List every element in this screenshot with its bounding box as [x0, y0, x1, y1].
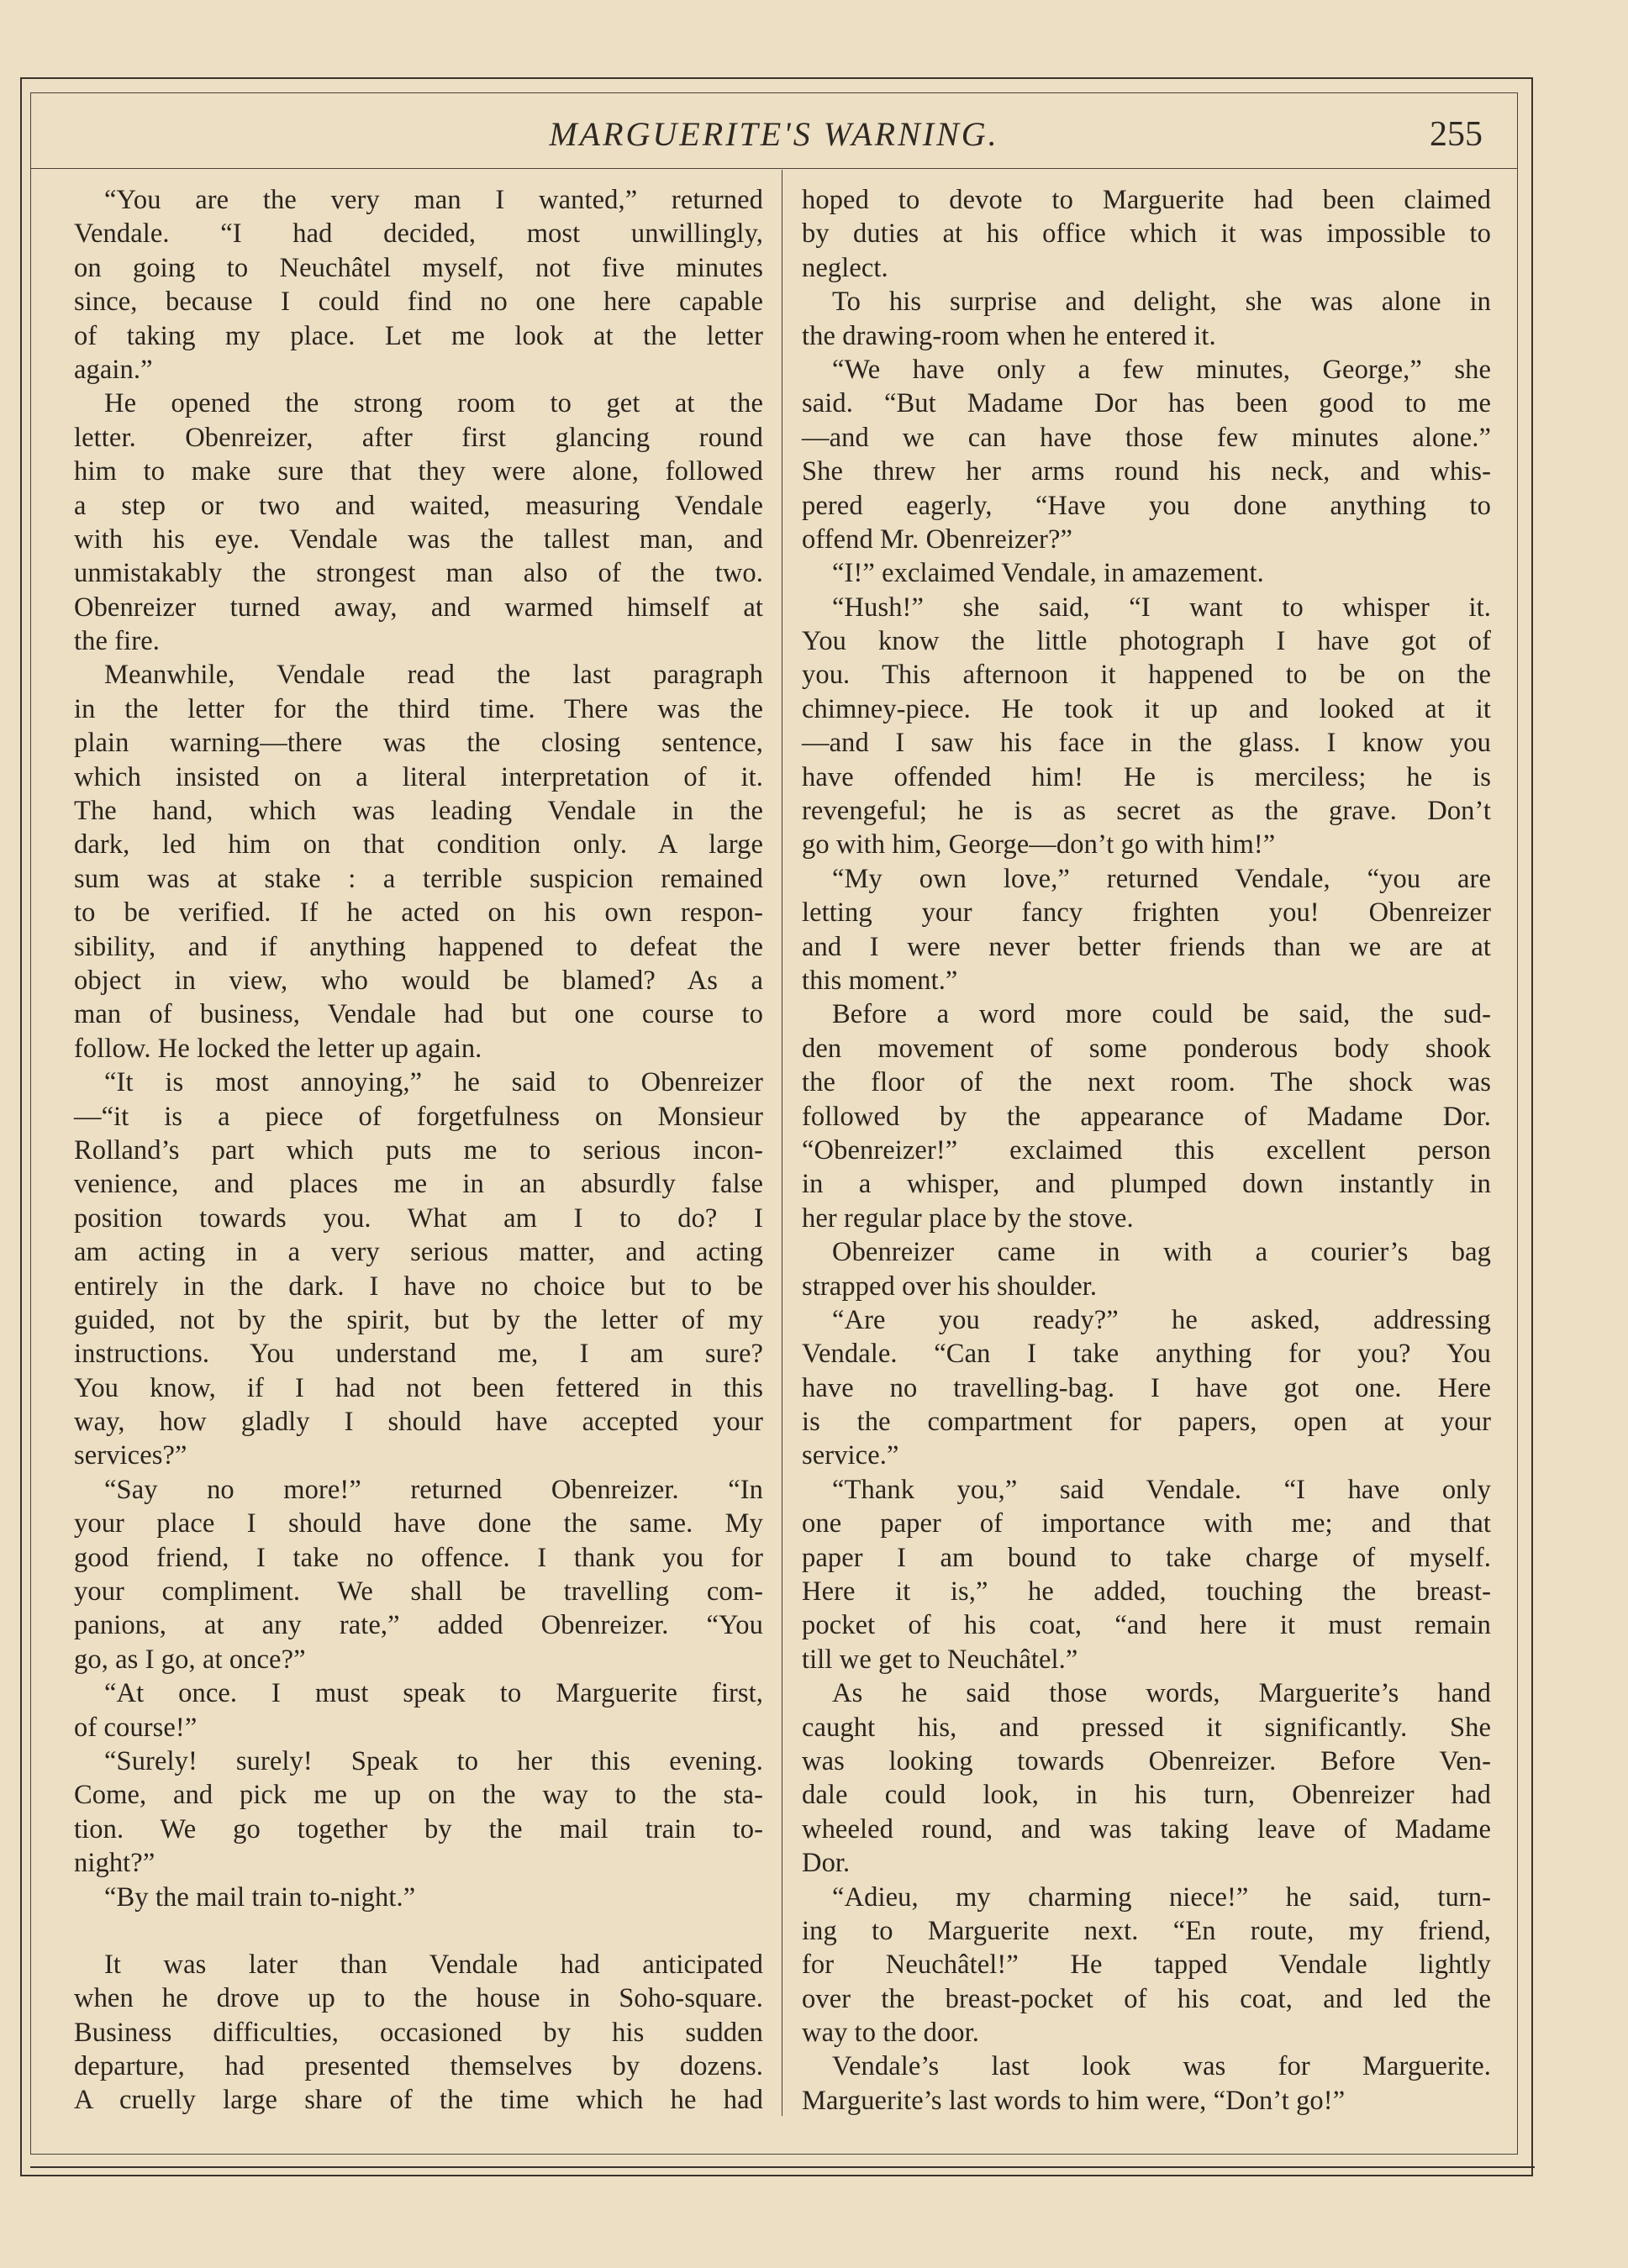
text-line: over the breast-pocket of his coat, and led the: [802, 1983, 1491, 2014]
text-line: pered eagerly, “Have you done anything to: [802, 490, 1491, 521]
text-line: “Thank you,” said Vendale. “I have only: [832, 1474, 1491, 1505]
text-line: She threw her arms round his neck, and whis-: [802, 456, 1491, 487]
text-line: on going to Neuchâtel myself, not five minutes: [74, 252, 763, 283]
text-line: den movement of some ponderous body shook: [802, 1033, 1491, 1064]
text-line: entirely in the dark. I have no choice but to be: [74, 1271, 763, 1302]
text-line: the drawing-room when he entered it.: [802, 320, 1216, 351]
text-line: Before a word more could be said, the sud-: [832, 999, 1491, 1030]
text-line: As he said those words, Marguerite’s hand: [832, 1678, 1491, 1709]
page-header: [30, 106, 1518, 156]
text-line: object in view, who would be blamed? As a: [74, 965, 763, 996]
text-line: your place I should have done the same. My: [74, 1508, 763, 1539]
text-line: followed by the appearance of Madame Dor.: [802, 1101, 1491, 1132]
text-line: in the letter for the third time. There was the: [74, 693, 763, 724]
text-line: Dor.: [802, 1848, 851, 1879]
text-line: Vendale. “I had decided, most unwillingly,: [74, 218, 763, 250]
text-line: strapped over his shoulder.: [802, 1271, 1098, 1302]
text-line: have offended him! He is merciless; he is: [802, 761, 1491, 792]
text-line: go with him, George—don’t go with him!”: [802, 829, 1276, 860]
bottom-rule: [30, 2166, 1535, 2168]
text-line: unmistakably the strongest man also of the two.: [74, 558, 763, 589]
text-line: —“it is a piece of forgetfulness on Monsieur: [74, 1101, 763, 1132]
text-line: which insisted on a literal interpretation of it.: [74, 761, 763, 792]
text-line: by duties at his office which it was impossible to: [802, 218, 1491, 250]
text-line: of course!”: [74, 1712, 198, 1743]
text-line: Obenreizer turned away, and warmed himself at: [74, 592, 763, 623]
text-line: “Adieu, my charming niece!” he said, turn-: [832, 1881, 1491, 1913]
text-line: paper I am bound to take charge of myself.: [802, 1542, 1491, 1573]
text-line: letting your fancy frighten you! Obenreizer: [802, 897, 1491, 929]
text-line: “At once. I must speak to Marguerite first,: [104, 1678, 763, 1709]
text-line: offend Mr. Obenreizer?”: [802, 524, 1073, 555]
text-line: service.”: [802, 1440, 899, 1471]
text-line: when he drove up to the house in Soho-square.: [74, 1983, 763, 2014]
text-line: Obenreizer came in with a courier’s bag: [832, 1237, 1491, 1268]
text-line: am acting in a very serious matter, and acting: [74, 1237, 763, 1268]
text-line: “It is most annoying,” he said to Obenreizer: [104, 1067, 763, 1098]
text-line: sum was at stake : a terrible suspicion remained: [74, 863, 763, 894]
text-line: panions, at any rate,” added Obenreizer. “You: [74, 1610, 763, 1641]
text-line: again.”: [74, 354, 153, 385]
text-line: caught his, and pressed it significantly. She: [802, 1712, 1491, 1743]
text-line: Come, and pick me up on the way to the sta-: [74, 1780, 763, 1811]
text-line: “Say no more!” returned Obenreizer. “In: [104, 1474, 763, 1505]
text-line: Meanwhile, Vendale read the last paragraph: [104, 660, 763, 691]
text-line: good friend, I take no offence. I thank you for: [74, 1542, 763, 1573]
text-line: sibility, and if anything happened to defeat the: [74, 931, 763, 962]
page-number: 255: [1430, 115, 1483, 154]
text-line: one paper of importance with me; and that: [802, 1508, 1491, 1539]
text-line: revengeful; he is as secret as the grave. Don’t: [802, 796, 1491, 827]
text-line: instructions. You understand me, I am sure?: [74, 1339, 763, 1370]
text-line: way, how gladly I should have accepted your: [74, 1407, 763, 1438]
text-line: departure, had presented themselves by dozens.: [74, 2051, 763, 2082]
text-line: —and we can have those few minutes alone.”: [802, 422, 1491, 453]
text-line: “Hush!” she said, “I want to whisper it.: [832, 592, 1491, 623]
text-line: “We have only a few minutes, George,” she: [832, 354, 1491, 385]
text-line: “Are you ready?” he asked, addressing: [832, 1304, 1491, 1335]
text-line: dale could look, in his turn, Obenreizer had: [802, 1780, 1491, 1811]
text-line: the floor of the next room. The shock was: [802, 1067, 1491, 1098]
text-line: Business difficulties, occasioned by his sudden: [74, 2017, 763, 2048]
text-line: go, as I go, at once?”: [74, 1644, 306, 1675]
text-line: The hand, which was leading Vendale in the: [74, 796, 763, 827]
text-line: way to the door.: [802, 2018, 980, 2049]
text-line: to be verified. If he acted on his own respon-: [74, 897, 763, 929]
text-line: services?”: [74, 1440, 187, 1471]
text-line: “By the mail train to-night.”: [104, 1881, 416, 1913]
text-line: follow. He locked the letter up again.: [74, 1033, 482, 1064]
text-line: dark, led him on that condition only. A large: [74, 829, 763, 860]
text-line: your compliment. We shall be travelling com-: [74, 1576, 763, 1608]
text-line: To his surprise and delight, she was alone in: [832, 287, 1491, 318]
text-line: night?”: [74, 1848, 155, 1879]
text-line: ing to Marguerite next. “En route, my friend,: [802, 1915, 1491, 1946]
text-line: Vendale’s last look was for Marguerite.: [832, 2051, 1491, 2082]
text-line: —and I saw his face in the glass. I know you: [802, 728, 1491, 759]
text-line: him to make sure that they were alone, followed: [74, 456, 763, 487]
text-line: you. This afternoon it happened to be on the: [802, 660, 1491, 691]
text-line: man of business, Vendale had but one course to: [74, 999, 763, 1030]
text-line: “Surely! surely! Speak to her this evening.: [104, 1745, 763, 1776]
text-line: “You are the very man I wanted,” returned: [104, 185, 763, 215]
text-line: venience, and places me in an absurdly false: [74, 1169, 763, 1200]
text-line: You know, if I had not been fettered in this: [74, 1372, 763, 1403]
text-line: chimney-piece. He took it up and looked at it: [802, 693, 1491, 724]
text-line: plain warning—there was the closing sentence,: [74, 728, 763, 759]
text-line: “I!” exclaimed Vendale, in amazement.: [832, 558, 1264, 589]
text-line: Here it is,” he added, touching the breast-: [802, 1576, 1491, 1608]
text-line: in a whisper, and plumped down instantly in: [802, 1169, 1491, 1200]
text-line: of taking my place. Let me look at the letter: [74, 320, 763, 351]
text-line: Vendale. “Can I take anything for you? You: [802, 1339, 1491, 1370]
text-line: have no travelling-bag. I have got one. Here: [802, 1372, 1491, 1403]
left-text-column: [74, 183, 763, 2118]
text-line: pocket of his coat, “and here it must remain: [802, 1610, 1491, 1641]
text-line: for Neuchâtel!” He tapped Vendale lightly: [802, 1950, 1491, 1981]
text-line: tion. We go together by the mail train to-: [74, 1813, 763, 1844]
running-title: MARGUERITE'S WARNING.: [549, 115, 999, 153]
text-line: He opened the strong room to get at the: [104, 388, 763, 419]
text-line: her regular place by the stove.: [802, 1202, 1134, 1234]
text-line: Marguerite’s last words to him were, “Don’t go!”: [802, 2085, 1346, 2116]
right-text-column: [802, 183, 1491, 2118]
text-line: “My own love,” returned Vendale, “you are: [832, 863, 1491, 894]
text-line: hoped to devote to Marguerite had been claimed: [802, 185, 1491, 215]
text-line: till we get to Neuchâtel.”: [802, 1644, 1078, 1675]
text-line: since, because I could find no one here capable: [74, 287, 763, 318]
text-line: A cruelly large share of the time which he had: [74, 2085, 763, 2116]
text-line: this moment.”: [802, 965, 958, 996]
text-line: position towards you. What am I to do? I: [74, 1202, 763, 1234]
text-line: and I were never better friends than we are at: [802, 931, 1491, 962]
text-line: neglect.: [802, 252, 888, 283]
text-line: letter. Obenreizer, after first glancing round: [74, 422, 763, 453]
text-line: guided, not by the spirit, but by the letter of my: [74, 1304, 763, 1335]
text-line: It was later than Vendale had anticipated: [104, 1949, 763, 1980]
text-line: a step or two and waited, measuring Vendale: [74, 490, 763, 521]
text-line: Rolland’s part which puts me to serious incon-: [74, 1134, 763, 1166]
text-line: “Obenreizer!” exclaimed this excellent person: [802, 1134, 1491, 1166]
text-line: is the compartment for papers, open at your: [802, 1407, 1491, 1438]
text-line: said. “But Madame Dor has been good to me: [802, 388, 1491, 419]
text-line: the fire.: [74, 626, 160, 657]
text-line: You know the little photograph I have got of: [802, 626, 1491, 657]
text-line: was looking towards Obenreizer. Before Ven-: [802, 1745, 1491, 1776]
text-line: wheeled round, and was taking leave of Madame: [802, 1813, 1491, 1844]
header-rule: [30, 168, 1518, 169]
text-line: with his eye. Vendale was the tallest man, and: [74, 524, 763, 555]
